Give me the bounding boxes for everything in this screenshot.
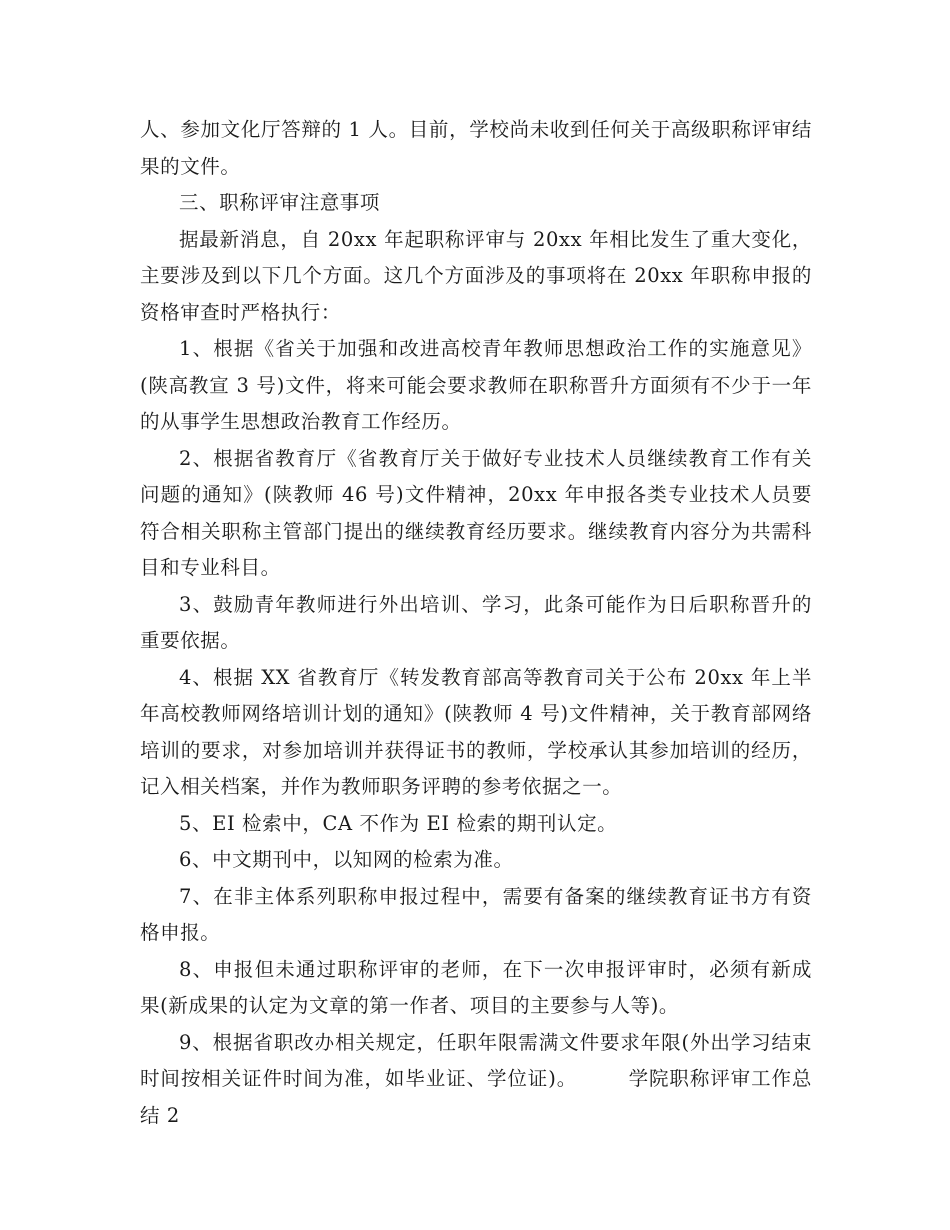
list-item-2: 2、根据省教育厅《省教育厅关于做好专业技术人员继续教育工作有关问题的通知》(陕教师 46 号)文件精神，20xx 年申报各类专业技术人员要符合相关职称主管部门提出的继续教育经历要求。继续教育内容分为共需科目和专业科目。 [140, 446, 812, 579]
list-item-8: 8、申报但未通过职称评审的老师，在下一次申报评审时，必须有新成果(新成果的认定为文章的第一作者、项目的主要参与人等)。 [140, 957, 812, 1017]
list-item-3: 3、鼓励青年教师进行外出培训、学习，此条可能作为日后职称晋升的重要依据。 [140, 592, 812, 652]
list-item-9: 9、根据省职改办相关规定，任职年限需满文件要求年限(外出学习结束时间按相关证件时间为准，如毕业证、学位证)。 学院职称评审工作总结 2 [140, 1030, 812, 1127]
section-heading: 三、职称评审注意事项 [179, 191, 381, 214]
list-item-6: 6、中文期刊中，以知网的检索为准。 [179, 848, 514, 871]
list-item-7: 7、在非主体系列职称申报过程中，需要有备案的继续教育证书方有资格申报。 [140, 884, 812, 944]
paragraph-intro: 据最新消息，自 20xx 年起职称评审与 20xx 年相比发生了重大变化，主要涉及到以下几个方面。这几个方面涉及的事项将在 20xx 年职称申报的资格审查时严格执行： [140, 227, 812, 324]
list-item-5: 5、EI 检索中，CA 不作为 EI 检索的期刊认定。 [179, 811, 618, 835]
list-item-4: 4、根据 XX 省教育厅《转发教育部高等教育司关于公布 20xx 年上半年高校教师网络培训计划的通知》(陕教师 4 号)文件精神，关于教育部网络培训的要求，对参加培训并获得证书的教师，学校承认其参加培训的经历，记入相关档案，并作为教师职务评聘的参考依据之一。 [140, 665, 812, 798]
paragraph-continued: 人、参加文化厅答辩的 1 人。目前，学校尚未收到任何关于高级职称评审结果的文件。 [140, 118, 812, 178]
document-page [140, 112, 812, 1134]
list-item-1: 1、根据《省关于加强和改进高校青年教师思想政治工作的实施意见》(陕高教宣 3 号)文件，将来可能会要求教师在职称晋升方面须有不少于一年的从事学生思想政治教育工作经历。 [140, 337, 812, 433]
